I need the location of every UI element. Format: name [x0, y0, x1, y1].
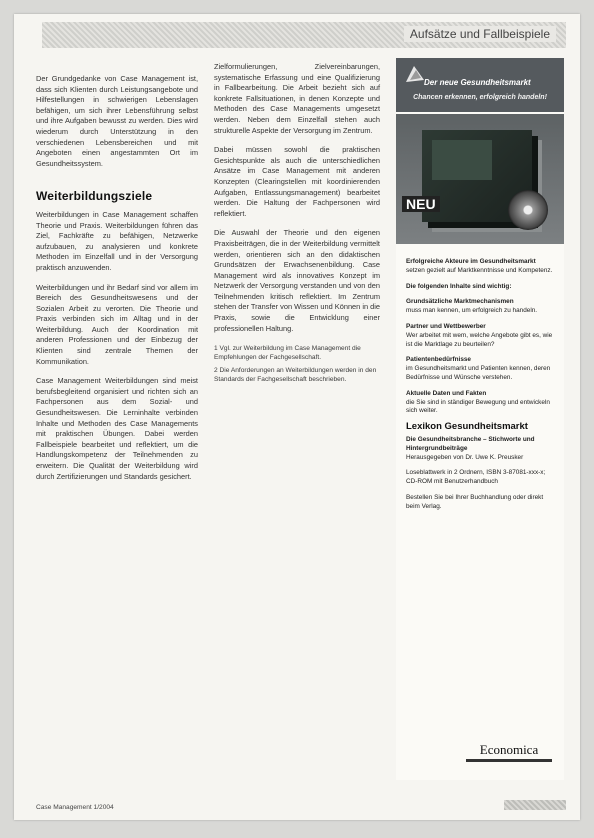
- paragraph: Die Auswahl der Theorie und den eigenen Praxisbeiträgen, die in der Weiterbildung vermittelt werden, orientieren sich an den didaktischen Grundsätzen der Erwachsenenbildung. Case Management wird als innovatives Konzept im Netzwerk der Versorgung verstanden und von den Teilnehmenden kritisch reflektiert. Im Zentrum stehen der Transfer von Wissen und Können in die Praxis, sowie die Entwicklung einer professionellen Haltung.: [214, 228, 380, 333]
- new-badge: NEU: [402, 196, 440, 212]
- ad-item: Die folgenden Inhalte sind wichtig:: [406, 282, 512, 290]
- cd-rom-icon: [508, 190, 548, 230]
- ad-item: Partner und Wettbewerber Wer arbeitet mit wem, welche Angebote gibt es, wie ist die Marktlage zu beurteilen?: [406, 322, 553, 348]
- header-band: [42, 22, 566, 48]
- paragraph: Zielformulierungen, Zielvereinbarungen, systematische Erfassung und eine Qualifizierung in Fallbearbeitung. Die Arbeit bezieht sich auf konkrete Fallsituationen, in denen Konzepte und Methoden des Case Managements umgesetzt werden. Neben dem Einzelfall stehen auch strukturelle Aspekte der Versorgung im Zentrum.: [214, 62, 380, 135]
- order-info: Bestellen Sie bei Ihrer Buchhandlung oder direkt beim Verlag.: [406, 493, 544, 510]
- ad-item: Erfolgreiche Akteure im Gesundheitsmarkt setzen gezielt auf Marktkenntnisse und Kompetenz.: [406, 258, 553, 274]
- lexikon-subtitle: Die Gesundheitsbranche – Stichworte und Hintergrundbeiträge Herausgegeben von Dr. Uwe K. Preusker: [406, 435, 535, 461]
- lexikon-details: Loseblattwerk in 2 Ordnern, ISBN 3-87081-xxx-x; CD-ROM mit Benutzerhandbuch: [406, 469, 546, 486]
- footnote: 1 Vgl. zur Weiterbildung im Case Management die Empfehlungen der Fachgesellschaft.: [214, 345, 361, 362]
- ad-item: Aktuelle Daten und Fakten die Sie sind in ständiger Bewegung und entwickeln sich weiter.: [406, 389, 550, 415]
- section-heading: Weiterbildungsziele: [36, 189, 153, 204]
- ad-body: [406, 258, 556, 519]
- paragraph: Dabei müssen sowohl die praktischen Gesichtspunkte als auch die unterschiedlichen Ansätze im Case Management mit anderen Konzepten (Clearingstellen mit koordinierenden Aufgaben, Entlassungsmanagement) bearbeitet werden. Die Haltung der Fachpersonen wird reflektiert.: [214, 145, 380, 218]
- logo-bar: [466, 759, 552, 762]
- lexikon-title: Lexikon Gesundheitsmarkt: [406, 421, 528, 433]
- footer-band: [504, 800, 566, 810]
- ad-item: Patientenbedürfnisse im Gesundheitsmarkt und Patienten kennen, deren Bedürfnisse und Wünsche verstehen.: [406, 356, 551, 381]
- article-column-middle: [214, 62, 380, 388]
- brand-name: Economica: [479, 742, 539, 757]
- ad-header: [396, 58, 564, 112]
- economica-logo: [466, 742, 552, 768]
- magazine-page: [14, 14, 580, 820]
- ad-headline: Der neue Gesundheitsmarkt: [424, 78, 531, 87]
- article-column-left: [36, 74, 198, 491]
- paragraph: Der Grundgedanke von Case Management ist, dass sich Klienten durch Leistungsangebote und Hilfestellungen in schwierigen Lebenslagen befähigen, um sich ihrer Lebensführung selbst und ihre Aufgaben bewusst zu werden. Dies wird wiederum durch Unterstützung in den verschiedenen Lebensbereichen und mit Angeboten einen angestammten Ort im Gesundheitssystem.: [36, 74, 198, 168]
- section-label: Aufsätze und Fallbeispiele: [404, 26, 556, 42]
- paragraph: Case Management Weiterbildungen sind meist berufsbegleitend organisiert und richten sich an Fachpersonen aus dem Sozial- und Gesundheitswesen. Die Lerninhalte verbinden Inhalte und Methoden des Case Managements mit praktischen Übungen. Dabei werden Fallbeispiele bearbeitet und reflektiert, um die Handlungskompetenz der Teilnehmenden zu erweitern. Die Qualität der Weiterbildung wird durch Zertifizierungen und Standards gesichert.: [36, 376, 198, 481]
- footnotes: [214, 344, 380, 384]
- advertisement: [396, 58, 564, 780]
- product-image: [396, 114, 564, 244]
- ad-item: Grundsätzliche Marktmechanismen muss man kennen, um erfolgreich zu handeln.: [406, 298, 538, 315]
- page-footer: Case Management 1/2004: [36, 804, 114, 811]
- paragraph: Weiterbildungen in Case Management schaffen Theorie und Praxis. Weiterbildungen führen das Ziel, Fachkräfte zu befähigen, Netzwerke aufzubauen, zu analysieren und konkrete Methoden im Einzelfall und in der Versorgung praktisch anzuwenden.: [36, 209, 198, 272]
- paragraph: Weiterbildungen und ihr Bedarf sind vor allem im Bereich des Gesundheitswesens und der Sozialen Arbeit zu verorten. Die Theorie und Praxis verbinden sich im Alltag und in der Weiterbildung. Auch der Koordination mit anderen Professionen und der Einbezug der Klienten sind zentrale Themen der Kommunikation.: [36, 282, 198, 366]
- footnote: 2 Die Anforderungen an Weiterbildungen werden in den Standards der Fachgesellschaft beschrieben.: [214, 367, 377, 384]
- ad-subheadline: Chancen erkennen, erfolgreich handeln!: [413, 94, 547, 101]
